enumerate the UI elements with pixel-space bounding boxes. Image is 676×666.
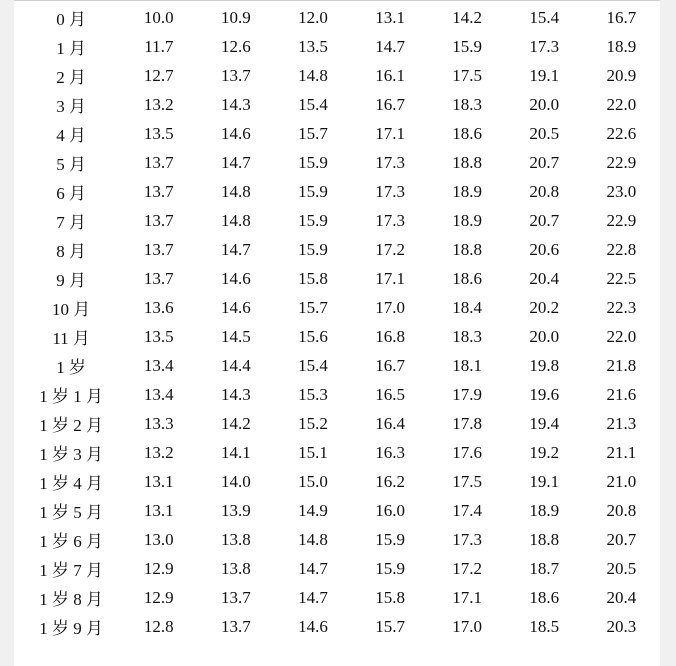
value-cell: 14.2: [221, 413, 251, 433]
value-cell: 16.7: [375, 94, 405, 114]
value-cell: 13.2: [143, 94, 174, 114]
value-cell: 17.1: [452, 587, 483, 607]
value-cell: 18.3: [452, 94, 483, 114]
value-cell: 15.9: [375, 558, 405, 578]
value-cell: 19.1: [529, 65, 560, 85]
value-cell: 14.7: [298, 558, 328, 578]
value-cell: 18.8: [452, 239, 483, 259]
value-cell: 20.2: [529, 297, 560, 317]
value-cell: 12.9: [143, 587, 174, 607]
value-cell: 15.9: [452, 36, 483, 56]
value-cell: 13.4: [143, 355, 174, 375]
table-row: [22, 235, 660, 264]
value-cell: 20.9: [606, 65, 637, 85]
value-cell: 14.7: [298, 587, 328, 607]
value-cell: 20.8: [529, 181, 560, 201]
table-row: [22, 496, 660, 525]
table-row: [22, 61, 660, 90]
value-cell: 14.6: [298, 616, 328, 636]
table-row: [22, 322, 660, 351]
table-row: [22, 583, 660, 612]
value-cell: 16.5: [375, 384, 405, 404]
value-cell: 20.0: [529, 94, 560, 114]
value-cell: 13.7: [143, 268, 174, 288]
value-cell: 22.6: [606, 123, 637, 143]
table-row: [22, 148, 660, 177]
value-cell: 18.8: [452, 152, 483, 172]
value-cell: 17.4: [452, 500, 483, 520]
age-cell: 10 月: [52, 300, 91, 319]
value-cell: 13.1: [375, 7, 405, 27]
value-cell: 13.7: [143, 210, 174, 230]
age-cell: 1 岁 2 月: [39, 416, 103, 435]
value-cell: 18.9: [452, 181, 483, 201]
value-cell: 22.9: [606, 210, 637, 230]
value-cell: 22.3: [606, 297, 637, 317]
table-row: [22, 264, 660, 293]
value-cell: 15.4: [529, 7, 560, 27]
value-cell: 15.2: [298, 413, 328, 433]
value-cell: 13.7: [143, 239, 174, 259]
value-cell: 12.0: [298, 7, 328, 27]
value-cell: 17.9: [452, 384, 483, 404]
value-cell: 14.1: [221, 442, 251, 462]
value-cell: 15.6: [298, 326, 328, 346]
value-cell: 21.1: [606, 442, 637, 462]
value-cell: 13.2: [143, 442, 174, 462]
table-row: [22, 90, 660, 119]
value-cell: 17.5: [452, 65, 483, 85]
table-row: [22, 3, 660, 32]
value-cell: 14.8: [298, 65, 328, 85]
table-row: [22, 32, 660, 61]
value-cell: 15.4: [298, 355, 328, 375]
value-cell: 14.2: [452, 7, 483, 27]
value-cell: 14.7: [221, 152, 251, 172]
top-rule: [14, 0, 660, 1]
table-row: [22, 206, 660, 235]
value-cell: 23.0: [606, 181, 637, 201]
value-cell: 18.8: [529, 529, 560, 549]
age-cell: 7 月: [56, 213, 86, 232]
value-cell: 22.0: [606, 94, 637, 114]
table-row: [22, 467, 660, 496]
age-cell: 11 月: [52, 329, 90, 348]
value-cell: 13.5: [143, 123, 174, 143]
value-cell: 18.4: [452, 297, 483, 317]
value-cell: 14.0: [221, 471, 251, 491]
value-cell: 15.9: [298, 181, 328, 201]
value-cell: 13.8: [221, 558, 251, 578]
value-cell: 19.1: [529, 471, 560, 491]
value-cell: 12.9: [143, 558, 174, 578]
value-cell: 13.7: [143, 181, 174, 201]
value-cell: 15.4: [298, 94, 328, 114]
value-cell: 19.4: [529, 413, 560, 433]
value-cell: 14.8: [221, 181, 251, 201]
value-cell: 13.7: [221, 65, 251, 85]
value-cell: 13.4: [143, 384, 174, 404]
value-cell: 20.6: [529, 239, 560, 259]
value-cell: 14.6: [221, 297, 251, 317]
value-cell: 20.3: [606, 616, 637, 636]
value-cell: 15.9: [298, 210, 328, 230]
value-cell: 20.7: [529, 152, 560, 172]
value-cell: 18.1: [452, 355, 483, 375]
value-cell: 18.7: [529, 558, 560, 578]
value-cell: 10.0: [143, 7, 174, 27]
table-row: [22, 177, 660, 206]
value-cell: 14.3: [221, 384, 251, 404]
value-cell: 19.2: [529, 442, 560, 462]
age-cell: 1 岁: [56, 358, 86, 377]
value-cell: 17.3: [452, 529, 483, 549]
table-row: [22, 409, 660, 438]
value-cell: 17.3: [375, 210, 405, 230]
value-cell: 20.8: [606, 500, 637, 520]
value-cell: 13.8: [221, 529, 251, 549]
value-cell: 17.1: [375, 123, 405, 143]
age-cell: 0 月: [56, 10, 86, 29]
value-cell: 16.4: [375, 413, 405, 433]
value-cell: 17.2: [452, 558, 483, 578]
value-cell: 20.7: [529, 210, 560, 230]
value-cell: 17.6: [452, 442, 483, 462]
value-cell: 13.7: [143, 152, 174, 172]
value-cell: 18.6: [452, 123, 483, 143]
value-cell: 16.2: [375, 471, 405, 491]
value-cell: 15.0: [298, 471, 328, 491]
value-cell: 14.6: [221, 123, 251, 143]
age-cell: 1 岁 4 月: [39, 474, 103, 493]
table-row: [22, 119, 660, 148]
value-cell: 15.1: [298, 442, 328, 462]
value-cell: 13.1: [143, 500, 174, 520]
value-cell: 18.6: [529, 587, 560, 607]
table-row: [22, 438, 660, 467]
age-cell: 6 月: [56, 184, 86, 203]
value-cell: 14.3: [221, 94, 251, 114]
value-cell: 10.9: [221, 7, 251, 27]
value-cell: 17.0: [375, 297, 405, 317]
value-cell: 22.0: [606, 326, 637, 346]
value-cell: 18.3: [452, 326, 483, 346]
document-page: [14, 0, 660, 666]
value-cell: 15.8: [375, 587, 405, 607]
value-cell: 21.3: [606, 413, 637, 433]
value-cell: 17.2: [375, 239, 405, 259]
age-cell: 9 月: [56, 271, 86, 290]
table-row: [22, 554, 660, 583]
age-cell: 1 岁 3 月: [39, 445, 103, 464]
value-cell: 17.3: [375, 181, 405, 201]
value-cell: 15.8: [298, 268, 328, 288]
value-cell: 14.5: [221, 326, 251, 346]
value-cell: 16.1: [375, 65, 405, 85]
value-cell: 20.5: [529, 123, 560, 143]
value-cell: 13.3: [143, 413, 174, 433]
value-cell: 21.6: [606, 384, 637, 404]
value-cell: 13.1: [143, 471, 174, 491]
age-cell: 1 岁 6 月: [39, 532, 103, 551]
value-cell: 13.6: [143, 297, 174, 317]
table-row: [22, 351, 660, 380]
value-cell: 15.7: [298, 297, 328, 317]
value-cell: 14.9: [298, 500, 328, 520]
value-cell: 14.8: [298, 529, 328, 549]
value-cell: 18.5: [529, 616, 560, 636]
value-cell: 17.3: [529, 36, 560, 56]
age-cell: 8 月: [56, 242, 86, 261]
table-row: [22, 612, 660, 641]
value-cell: 20.4: [606, 587, 637, 607]
value-cell: 14.7: [221, 239, 251, 259]
value-cell: 22.8: [606, 239, 637, 259]
value-cell: 14.6: [221, 268, 251, 288]
age-cell: 1 月: [56, 39, 86, 58]
value-cell: 15.9: [298, 152, 328, 172]
table-row: [22, 293, 660, 322]
value-cell: 20.7: [606, 529, 637, 549]
value-cell: 12.7: [143, 65, 174, 85]
value-cell: 21.8: [606, 355, 637, 375]
age-cell: 1 岁 7 月: [39, 561, 103, 580]
age-cell: 5 月: [56, 155, 86, 174]
value-cell: 14.4: [221, 355, 251, 375]
growth-table: [22, 3, 660, 641]
value-cell: 18.9: [529, 500, 560, 520]
value-cell: 16.3: [375, 442, 405, 462]
value-cell: 15.9: [298, 239, 328, 259]
value-cell: 15.7: [375, 616, 405, 636]
table-row: [22, 525, 660, 554]
value-cell: 13.5: [143, 326, 174, 346]
age-cell: 4 月: [56, 126, 86, 145]
value-cell: 17.8: [452, 413, 483, 433]
value-cell: 20.5: [606, 558, 637, 578]
age-cell: 1 岁 8 月: [39, 590, 103, 609]
value-cell: 18.9: [606, 36, 637, 56]
value-cell: 15.9: [375, 529, 405, 549]
value-cell: 13.5: [298, 36, 328, 56]
value-cell: 11.7: [144, 36, 174, 56]
value-cell: 14.8: [221, 210, 251, 230]
value-cell: 13.7: [221, 587, 251, 607]
value-cell: 20.0: [529, 326, 560, 346]
value-cell: 22.5: [606, 268, 637, 288]
value-cell: 16.0: [375, 500, 405, 520]
value-cell: 17.1: [375, 268, 405, 288]
value-cell: 16.8: [375, 326, 405, 346]
value-cell: 19.8: [529, 355, 560, 375]
age-cell: 1 岁 1 月: [39, 387, 103, 406]
value-cell: 12.8: [143, 616, 174, 636]
age-cell: 1 岁 5 月: [39, 503, 103, 522]
value-cell: 14.7: [375, 36, 405, 56]
age-cell: 2 月: [56, 68, 86, 87]
table-row: [22, 380, 660, 409]
value-cell: 13.9: [221, 500, 251, 520]
value-cell: 16.7: [606, 7, 637, 27]
value-cell: 18.6: [452, 268, 483, 288]
age-cell: 3 月: [56, 97, 86, 116]
value-cell: 13.0: [143, 529, 174, 549]
value-cell: 15.7: [298, 123, 328, 143]
value-cell: 12.6: [221, 36, 251, 56]
value-cell: 13.7: [221, 616, 251, 636]
value-cell: 17.3: [375, 152, 405, 172]
value-cell: 15.3: [298, 384, 328, 404]
value-cell: 20.4: [529, 268, 560, 288]
value-cell: 22.9: [606, 152, 637, 172]
value-cell: 21.0: [606, 471, 637, 491]
value-cell: 17.0: [452, 616, 483, 636]
value-cell: 19.6: [529, 384, 560, 404]
age-cell: 1 岁 9 月: [39, 619, 103, 638]
value-cell: 18.9: [452, 210, 483, 230]
growth-table-body: [22, 3, 660, 641]
value-cell: 17.5: [452, 471, 483, 491]
value-cell: 16.7: [375, 355, 405, 375]
